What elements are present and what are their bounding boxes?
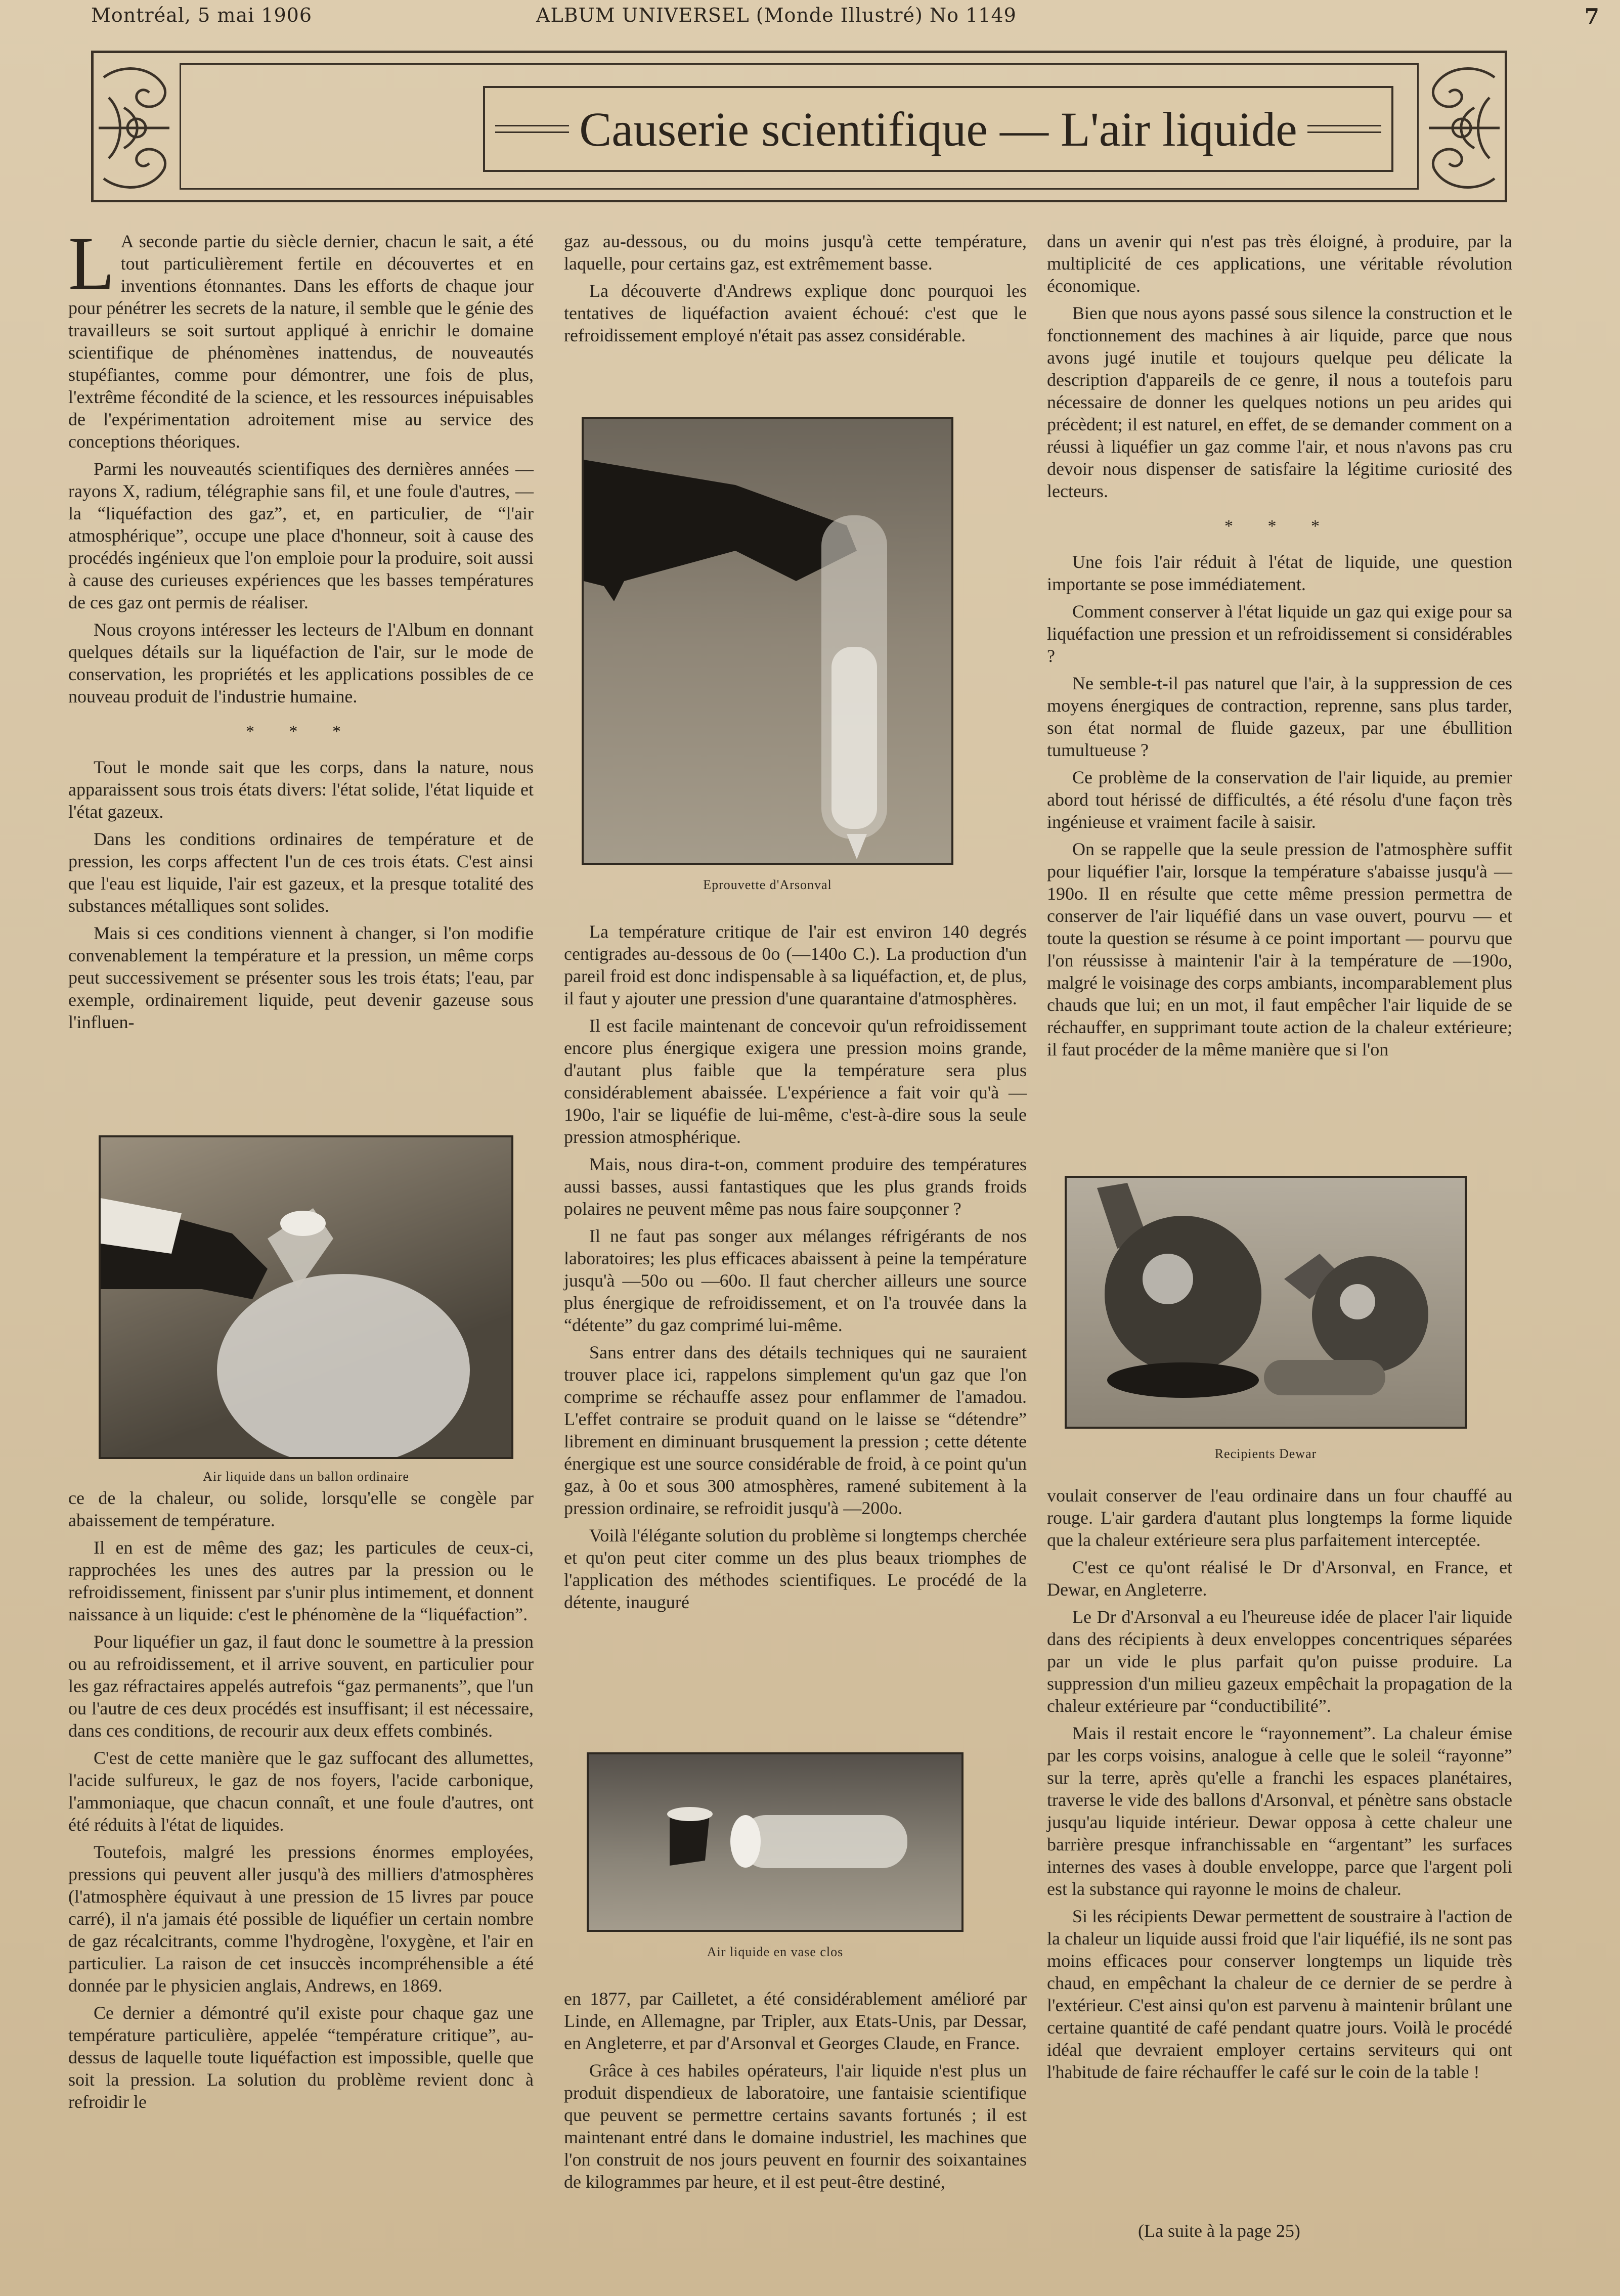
- paragraph: en 1877, par Cailletet, a été considérablement amélioré par Linde, en Allemagne, par Tripler, aux Etats-Unis, par Dessar, en Angleterre, et par d'Arsonval et Georges Claude, en France.: [564, 1989, 1027, 2053]
- paragraph: Dans les conditions ordinaires de température et de pression, les corps affectent l'un de ces trois états. C'est ainsi que l'eau est liquide, l'air est gazeux, et la presque totalité des substances métalliques sont solides.: [68, 829, 534, 916]
- photo-dewar-flasks: [1065, 1176, 1467, 1429]
- paragraph: Il ne faut pas songer aux mélanges réfrigérants de nos laboratoires; les plus efficaces abaissent à peine la température jusqu'à —50o ou —60o. Il faut chercher ailleurs une source plus énergique de refroidissement, et on l'a trouvée dans la “détente” du gaz comprimé lui-même.: [564, 1226, 1027, 1335]
- test-tube-illustration-icon: [584, 419, 951, 863]
- photo-caption: Air liquide dans un ballon ordinaire: [203, 1469, 409, 1484]
- section-separator: * * *: [1224, 517, 1335, 536]
- paragraph: Il est facile maintenant de concevoir qu'un refroidissement encore plus énergique exigera une pression moins grande, d'autant plus faible que la température sera plus considérablement abaissée. L'expérience a fait voir qu'à —190o, l'air se liquéfie de lui-même, c'est-à-dire sous la seule pression atmosphérique.: [564, 1015, 1027, 1147]
- paragraph: Voilà l'élégante solution du problème si longtemps cherchée et qu'on peut citer comme un des plus beaux triomphes de l'application des méthodes scientifiques. Le procédé de la détente, inauguré: [564, 1525, 1027, 1612]
- paragraph: La température critique de l'air est environ 140 degrés centigrades au-dessous de 0o (—140o C.). La production d'un pareil froid est donc indispensable à sa liquéfaction, et, de plus, il faut y ajouter une pression d'une quarantaine d'atmosphères.: [564, 921, 1027, 1008]
- journal-name: ALBUM UNIVERSEL (Monde Illustré) No 1149: [536, 4, 1017, 26]
- column-2-bottom: [564, 1988, 1027, 2198]
- dropcap: L: [68, 222, 115, 305]
- title-rule-right: [1307, 125, 1381, 133]
- paragraph: Comment conserver à l'état liquide un gaz qui exige pour sa liquéfaction une pression et un refroidissement si considérables ?: [1047, 601, 1512, 666]
- title-rule-left: [495, 125, 569, 133]
- paragraph: Nous croyons intéresser les lecteurs de l'Album en donnant quelques détails sur la liquéfaction de l'air, sur le mode de conservation, les propriétés et les applications possibles de ce nouveau produit de l'industrie humaine.: [68, 620, 534, 707]
- paragraph: Il en est de même des gaz; les particules de ceux-ci, rapprochées les unes des autres par la pression ou le refroidissement, finissent par s'unir plus intimement, et donnent naissance à un liquide: c'est le phénomène de la “liquéfaction”.: [68, 1537, 534, 1624]
- paragraph: voulait conserver de l'eau ordinaire dans un four chauffé au rouge. L'air gardera d'autant plus longtemps la forme liquide que la chaleur extérieure sera plus parfaitement interceptée.: [1047, 1485, 1512, 1550]
- section-separator: * * *: [246, 722, 356, 741]
- paragraph: Mais il restait encore le “rayonnement”. La chaleur émise par les corps voisins, analogue à celle que le soleil “rayonne” sur la terre, après qu'elle a franchi les espaces planétaires, traverse le vide des ballons d'Arsonval, et pénètre sans obstacle jusqu'au liquide intérieur. Dewar opposa à cette chaleur une barrière presque infranchissable en “argentant” les surfaces internes des vases à double enveloppe, parce que l'argent poli est la substance qui rayonne le moins de chaleur.: [1047, 1723, 1512, 1899]
- paragraph: C'est ce qu'ont réalisé le Dr d'Arsonval, en France, et Dewar, en Angleterre.: [1047, 1557, 1512, 1600]
- photo-caption: Air liquide en vase clos: [707, 1945, 844, 1959]
- photo-flask: [99, 1135, 513, 1459]
- paragraph: Si les récipients Dewar permettent de soustraire à l'action de la chaleur un liquide aussi froid que l'air liquéfié, ils ne sont pas moins efficaces pour conserver longtemps un liquide très chaud, en empêchant la chaleur de ce dernier de se perdre à l'extérieur. C'est ainsi qu'on est parvenu à maintenir brûlant une certaine quantité de café pendant quatre jours. Voilà le procédé idéal que devraient employer certains serviteurs qui ont l'habitude de faire réchauffer le café sur le coin de la table !: [1047, 1906, 1512, 2082]
- column-3-bottom: [1047, 1484, 1512, 2088]
- flask-illustration-icon: [101, 1137, 511, 1457]
- photo-caption: Recipients Dewar: [1214, 1446, 1317, 1461]
- column-2-top: [564, 230, 1027, 351]
- paragraph: Ne semble-t-il pas naturel que l'air, à la suppression de ces moyens énergiques de contraction, reprenne, sans plus tarder, son état normal de fluide gazeux, par une ébullition tumultueuse ?: [1047, 673, 1512, 760]
- paragraph: Pour liquéfier un gaz, il faut donc le soumettre à la pression ou au refroidissement, et il arrive souvent, en particulier pour les gaz réfractaires appelés autrefois “gaz permanents”, que l'un ou l'autre de ces deux procédés est insuffisant; il est nécessaire, dans ces conditions, de recourir aux deux effets combinés.: [68, 1631, 534, 1741]
- column-1-top: [68, 222, 534, 1038]
- photo-test-tube: [582, 417, 953, 865]
- photo-closed-vessel: [587, 1752, 964, 1932]
- paragraph: Une fois l'air réduit à l'état de liquide, une question importante se pose immédiatement.: [1047, 552, 1512, 594]
- paragraph: Tout le monde sait que les corps, dans la nature, nous apparaissent sous trois états divers: l'état solide, l'état liquide et l'état gazeux.: [68, 757, 534, 822]
- photo-caption: Eprouvette d'Arsonval: [703, 877, 832, 892]
- paragraph: On se rappelle que la seule pression de l'atmosphère suffit pour liquéfier l'air, lorsque la température s'abaisse jusqu'à —190o. Il en résulte que cette même pression permettra de conserver de l'air liquéfié dans un vase ouvert, pourvu — et toute la question se résume à ce point important — pourvu que l'on réussisse à maintenir l'air à la température de —190o, malgré le voisinage des corps ambiants, incomparablement plus chauds que lui; en un mot, il faut empêcher l'air liquide de se réchauffer, en supprimant toute action de la chaleur extérieure; il faut procéder de la même manière que si l'on: [1047, 839, 1512, 1059]
- vessel-illustration-icon: [589, 1754, 961, 1930]
- title-frame: [91, 51, 1507, 202]
- running-head: [91, 4, 1605, 34]
- paragraph: Mais, nous dira-t-on, comment produire des températures aussi basses, aussi fantastiques que les plus grands froids polaires ne peuvent même pas nous faire soupçonner ?: [564, 1154, 1027, 1219]
- paragraph: Mais si ces conditions viennent à changer, si l'on modifie convenablement la température et la pression, un même corps peut successivement se présenter sous les trois états; l'eau, par exemple, ordinairement liquide, peut devenir gazeuse sous l'influen-: [68, 923, 534, 1032]
- paragraph: ce de la chaleur, ou solide, lorsqu'elle se congèle par abaissement de température.: [68, 1488, 534, 1530]
- paragraph: Ce dernier a démontré qu'il existe pour chaque gaz une température particulière, appelée “température critique”, au-dessus de laquelle toute liquéfaction est impossible, quelle que soit la pression. La solution du problème revient donc à refroidir le: [68, 2003, 534, 2112]
- ornament-right-icon: [1419, 57, 1505, 199]
- dewar-illustration-icon: [1067, 1178, 1465, 1427]
- page-number: 7: [1584, 4, 1600, 29]
- paragraph: Bien que nous ayons passé sous silence la construction et le fonctionnement des machines à air liquide, parce que nous avons jugé inutile et toujours quelque peu délicate la description d'appareils de ce genre, il nous a toutefois paru nécessaire de donner les quelques notions un peu arides qui précèdent; il est naturel, en effet, de se demander comment on a réussi à liquéfier un gaz comme l'air, et nous n'avons pas cru devoir nous dispenser de satisfaire la légitime curiosité des lecteurs.: [1047, 303, 1512, 501]
- article-title: Causerie scientifique — L'air liquide: [579, 102, 1297, 156]
- column-3-top: [1047, 230, 1512, 1066]
- paragraph: gaz au-dessous, ou du moins jusqu'à cette température, laquelle, pour certains gaz, est extrêmement basse.: [564, 231, 1027, 274]
- title-box: [483, 86, 1393, 172]
- paragraph: La découverte d'Andrews explique donc pourquoi les tentatives de liquéfaction avaient échoué: c'est que le refroidissement employé n'était pas assez considérable.: [564, 281, 1027, 345]
- column-1-bottom: [68, 1487, 534, 2118]
- paragraph: C'est de cette manière que le gaz suffocant des allumettes, l'acide sulfureux, le gaz de nos foyers, l'acide carbonique, l'ammoniaque, que chacun connaît, et une foule d'autres, ont été réduits à l'état de liquides.: [68, 1748, 534, 1835]
- paragraph: Ce problème de la conservation de l'air liquide, au premier abord tout hérissé de difficultés, a été résolu d'une façon très ingénieuse et vraiment facile à saisir.: [1047, 767, 1512, 832]
- paragraph: Le Dr d'Arsonval a eu l'heureuse idée de placer l'air liquide dans des récipients à deux enveloppes concentriques séparées par un vide le plus parfait qu'on puisse produire. La suppression d'un milieu gazeux empêchait la propagation de la chaleur extérieure par “conductibilité”.: [1047, 1607, 1512, 1716]
- column-2-middle: [564, 920, 1027, 1618]
- paragraph: Sans entrer dans des détails techniques qui ne sauraient trouver place ici, rappelons simplement qu'un gaz que l'on comprime se réchauffe assez pour enflammer de l'amadou. L'effet contraire se produit quand on le laisse se “détendre” librement en diminuant brusquement la pression ; cette détente énergique est une source considérable de froid, à ce point qu'un gaz, à 0o et sous 300 atmosphères, ramené subitement à la pression ordinaire, se refroidit jusqu'à —200o.: [564, 1342, 1027, 1518]
- paragraph: L A seconde partie du siècle dernier, chacun le sait, a été tout particulièrement fertile en découvertes et en inventions étonnantes. Dans les efforts de chaque jour pour pénétrer les secrets de la nature, il semble que le génie des travailleurs se soit surtout appliqué à enrichir le domaine scientifique de phénomènes inattendus, de nouveautés stupéfiantes, comme pour démontrer, une fois de plus, l'extrême fécondité de la science, et les ressources inépuisables de l'expérimentation adroitement mise au service des conceptions théoriques.: [68, 222, 534, 452]
- ornament-left-icon: [94, 57, 180, 199]
- issue-date: Montréal, 5 mai 1906: [91, 4, 313, 26]
- paragraph: Parmi les nouveautés scientifiques des dernières années — rayons X, radium, télégraphie sans fil, et une foule d'autres, — la “liquéfaction des gaz”, et, en particulier, de “l'air atmosphérique”, occupe une place d'honneur, soit à cause des procédés ingénieux que l'on emploie pour la produire, soit aussi à cause des curieuses expériences que les basses températures de ces gaz ont permis de réaliser.: [68, 459, 534, 612]
- paragraph: dans un avenir qui n'est pas très éloigné, à produire, par la multiplicité de ces applications, une véritable révolution économique.: [1047, 231, 1512, 296]
- paragraph: Toutefois, malgré les pressions énormes employées, pressions qui peuvent aller jusqu'à des milliers d'atmosphères (l'atmosphère équivaut à une pression de 15 livres par pouce carré), il n'a jamais été possible de liquéfier un certain nombre de gaz récalcitrants, comme l'hydrogène, l'oxygène, et l'air en particulier. La raison de cet insuccès incompréhensible a été donnée par le physicien anglais, Andrews, en 1869.: [68, 1842, 534, 1996]
- paragraph: Grâce à ces habiles opérateurs, l'air liquide n'est plus un produit dispendieux de laboratoire, une fantaisie scientifique que peuvent se permettre certains savants fortunés ; il est maintenant entré dans le domaine industriel, les machines que l'on construit de nos jours peuvent en fournir des soixantaines de kilogrammes par heure, et il est peut-être destiné,: [564, 2060, 1027, 2192]
- continued-notice: (La suite à la page 25): [1138, 2221, 1300, 2241]
